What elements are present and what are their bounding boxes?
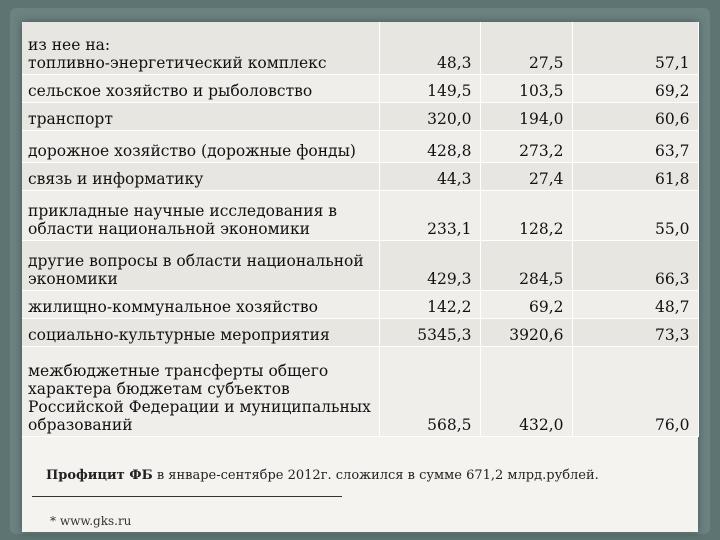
value-2012-fact: 3920,6 [480,318,572,346]
value-2012-fact: 27,5 [480,22,572,74]
value-2012-fact: 432,0 [480,346,572,436]
value-2012-fact: 103,5 [480,74,572,102]
value-2012-plan: 568,5 [379,346,480,436]
table-row [22,130,698,162]
table-row [22,346,698,436]
value-2012-plan: 233,1 [379,190,480,240]
value-percent: 61,8 [572,162,698,190]
value-2012-fact: 27,4 [480,162,572,190]
value-percent: 48,7 [572,290,698,318]
row-label: межбюджетные трансферты общего характера бюджетам субъектов Российской Федерации и муниципальных образований [22,346,379,436]
value-percent: 63,7 [572,130,698,162]
value-2012-fact: 273,2 [480,130,572,162]
budget-table [22,22,699,437]
surplus-note-text: в январе-сентябре 2012г. сложился в сумме 671,2 млрд.рублей. [152,468,599,483]
surplus-note-bold: Профицит ФБ [46,468,153,483]
table-row [22,102,698,130]
row-label: другие вопросы в области национальной экономики [22,240,379,290]
value-2012-plan: 149,5 [379,74,480,102]
footnote-divider [32,496,342,497]
value-percent: 60,6 [572,102,698,130]
table-row [22,162,698,190]
value-2012-plan: 142,2 [379,290,480,318]
value-percent: 55,0 [572,190,698,240]
table-row [22,318,698,346]
table-row [22,22,698,74]
value-2012-fact: 194,0 [480,102,572,130]
row-label: транспорт [22,102,379,130]
value-percent: 66,3 [572,240,698,290]
source-footnote: * www.gks.ru [50,514,132,528]
surplus-note [46,468,599,483]
value-2012-plan: 320,0 [379,102,480,130]
row-label: сельское хозяйство и рыболовство [22,74,379,102]
value-2012-fact: 69,2 [480,290,572,318]
value-2012-plan: 428,8 [379,130,480,162]
value-percent: 73,3 [572,318,698,346]
value-2012-plan: 48,3 [379,22,480,74]
value-percent: 57,1 [572,22,698,74]
value-2012-plan: 44,3 [379,162,480,190]
value-2012-fact: 128,2 [480,190,572,240]
row-label: из нее на: топливно-энергетический комплекс [22,22,379,74]
value-2012-plan: 5345,3 [379,318,480,346]
value-2012-fact: 284,5 [480,240,572,290]
row-label: дорожное хозяйство (дорожные фонды) [22,130,379,162]
row-label: прикладные научные исследования в области национальной экономики [22,190,379,240]
table-row [22,240,698,290]
row-label: социально-культурные мероприятия [22,318,379,346]
table-row [22,74,698,102]
value-2012-plan: 429,3 [379,240,480,290]
slide-paper [22,22,698,532]
table-row [22,190,698,240]
value-percent: 76,0 [572,346,698,436]
row-label: жилищно-коммунальное хозяйство [22,290,379,318]
row-label: связь и информатику [22,162,379,190]
table-row [22,290,698,318]
value-percent: 69,2 [572,74,698,102]
